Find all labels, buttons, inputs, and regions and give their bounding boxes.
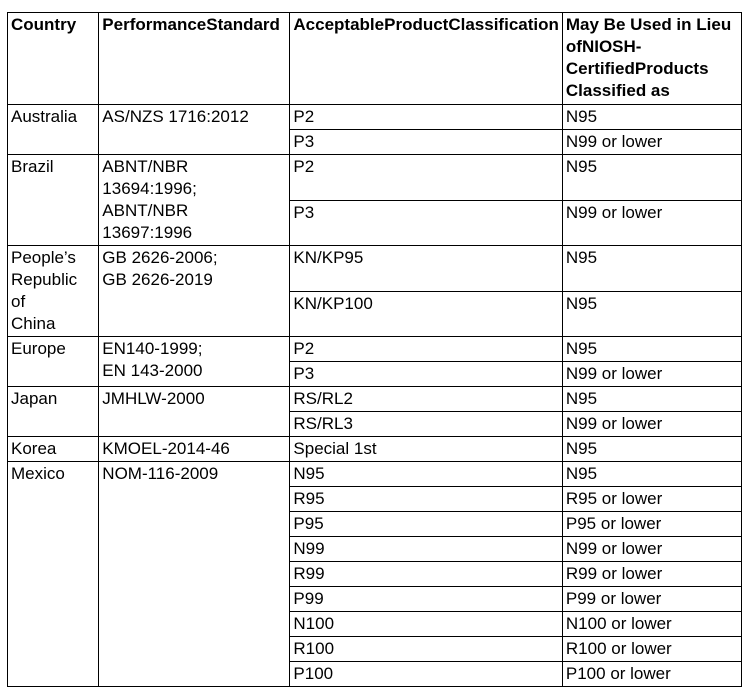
- table-row: [8, 462, 742, 487]
- header-line: May Be Used in Lieu of: [565, 15, 732, 56]
- classification-cell: P2: [290, 105, 562, 130]
- country-cell: [8, 387, 99, 437]
- classification-cell: KN/KP95: [290, 246, 562, 292]
- country-line: Brazil: [11, 157, 54, 176]
- niosh-equivalent-cell: N95: [562, 246, 741, 292]
- niosh-equivalent-cell: N99 or lower: [562, 412, 741, 437]
- country-cell: [8, 437, 99, 462]
- niosh-equivalent-cell: N95: [562, 462, 741, 487]
- niosh-equivalent-cell: N100 or lower: [562, 612, 741, 637]
- header-niosh-equivalent: [562, 13, 741, 105]
- classification-cell: R99: [290, 562, 562, 587]
- standard-line: EN140-1999;: [102, 339, 203, 358]
- header-line: NIOSH-Certified: [565, 37, 642, 78]
- standard-line: 13697:1996: [102, 223, 193, 242]
- classification-cell: RS/RL3: [290, 412, 562, 437]
- classification-cell: P95: [290, 512, 562, 537]
- header-country: [8, 13, 99, 105]
- classification-cell: N99: [290, 537, 562, 562]
- classification-cell: RS/RL2: [290, 387, 562, 412]
- niosh-equivalent-cell: N99 or lower: [562, 200, 741, 246]
- standard-line: EN 143-2000: [102, 361, 203, 380]
- standard-line: GB 2626-2019: [102, 270, 213, 289]
- header-line: Performance: [102, 15, 207, 34]
- table-row: [8, 337, 742, 362]
- country-cell: [8, 337, 99, 387]
- table-row: [8, 105, 742, 130]
- niosh-equivalent-cell: N99 or lower: [562, 362, 741, 387]
- classification-cell: P100: [290, 662, 562, 687]
- country-cell: [8, 462, 99, 687]
- country-line: Korea: [11, 439, 57, 458]
- performance-standard-cell: [99, 105, 290, 155]
- performance-standard-cell: [99, 437, 290, 462]
- performance-standard-cell: [99, 387, 290, 437]
- header-line: Country: [11, 15, 77, 34]
- classification-cell: P99: [290, 587, 562, 612]
- classification-cell: R100: [290, 637, 562, 662]
- standard-line: GB 2626-2006;: [102, 248, 218, 267]
- standard-line: KMOEL-2014-46: [102, 439, 230, 458]
- respirator-equivalency-table: [7, 12, 742, 687]
- classification-cell: N95: [290, 462, 562, 487]
- standard-line: 13694:1996;: [102, 179, 197, 198]
- table-row: [8, 387, 742, 412]
- niosh-equivalent-cell: N99 or lower: [562, 537, 741, 562]
- country-line: Europe: [11, 339, 66, 358]
- table-row: [8, 155, 742, 201]
- niosh-equivalent-cell: N95: [562, 155, 741, 201]
- niosh-equivalent-cell: N95: [562, 437, 741, 462]
- country-line: Republic of: [11, 270, 78, 311]
- country-cell: [8, 155, 99, 246]
- respirator-equivalency-table-container: [7, 12, 742, 687]
- performance-standard-cell: [99, 246, 290, 337]
- niosh-equivalent-cell: R100 or lower: [562, 637, 741, 662]
- classification-cell: P2: [290, 337, 562, 362]
- classification-cell: P3: [290, 130, 562, 155]
- header-line: Standard: [206, 15, 280, 34]
- niosh-equivalent-cell: P99 or lower: [562, 587, 741, 612]
- header-acceptable-classification: [290, 13, 562, 105]
- country-line: People’s: [11, 248, 76, 267]
- country-cell: [8, 105, 99, 155]
- table-body: [8, 105, 742, 687]
- classification-cell: R95: [290, 487, 562, 512]
- header-line: Product: [384, 15, 449, 34]
- classification-cell: Special 1st: [290, 437, 562, 462]
- niosh-equivalent-cell: R99 or lower: [562, 562, 741, 587]
- standard-line: AS/NZS 1716:2012: [102, 107, 249, 126]
- country-line: Japan: [11, 389, 58, 408]
- niosh-equivalent-cell: N95: [562, 105, 741, 130]
- table-row: [8, 246, 742, 292]
- niosh-equivalent-cell: N95: [562, 291, 741, 337]
- country-line: Mexico: [11, 464, 65, 483]
- classification-cell: P2: [290, 155, 562, 201]
- standard-line: NOM-116-2009: [102, 464, 219, 483]
- niosh-equivalent-cell: N99 or lower: [562, 130, 741, 155]
- classification-cell: N100: [290, 612, 562, 637]
- table-header-row: [8, 13, 742, 105]
- country-line: China: [11, 314, 56, 333]
- classification-cell: KN/KP100: [290, 291, 562, 337]
- country-cell: [8, 246, 99, 337]
- standard-line: ABNT/NBR: [102, 201, 189, 220]
- header-performance-standard: [99, 13, 290, 105]
- header-line: Classification: [448, 15, 559, 34]
- niosh-equivalent-cell: N95: [562, 387, 741, 412]
- standard-line: JMHLW-2000: [102, 389, 205, 408]
- performance-standard-cell: [99, 337, 290, 387]
- performance-standard-cell: [99, 155, 290, 246]
- classification-cell: P3: [290, 200, 562, 246]
- niosh-equivalent-cell: R95 or lower: [562, 487, 741, 512]
- header-line: Products Classified as: [565, 59, 709, 100]
- niosh-equivalent-cell: P100 or lower: [562, 662, 741, 687]
- standard-line: ABNT/NBR: [102, 157, 189, 176]
- classification-cell: P3: [290, 362, 562, 387]
- header-line: Acceptable: [293, 15, 385, 34]
- niosh-equivalent-cell: N95: [562, 337, 741, 362]
- niosh-equivalent-cell: P95 or lower: [562, 512, 741, 537]
- performance-standard-cell: [99, 462, 290, 687]
- country-line: Australia: [11, 107, 78, 126]
- table-row: [8, 437, 742, 462]
